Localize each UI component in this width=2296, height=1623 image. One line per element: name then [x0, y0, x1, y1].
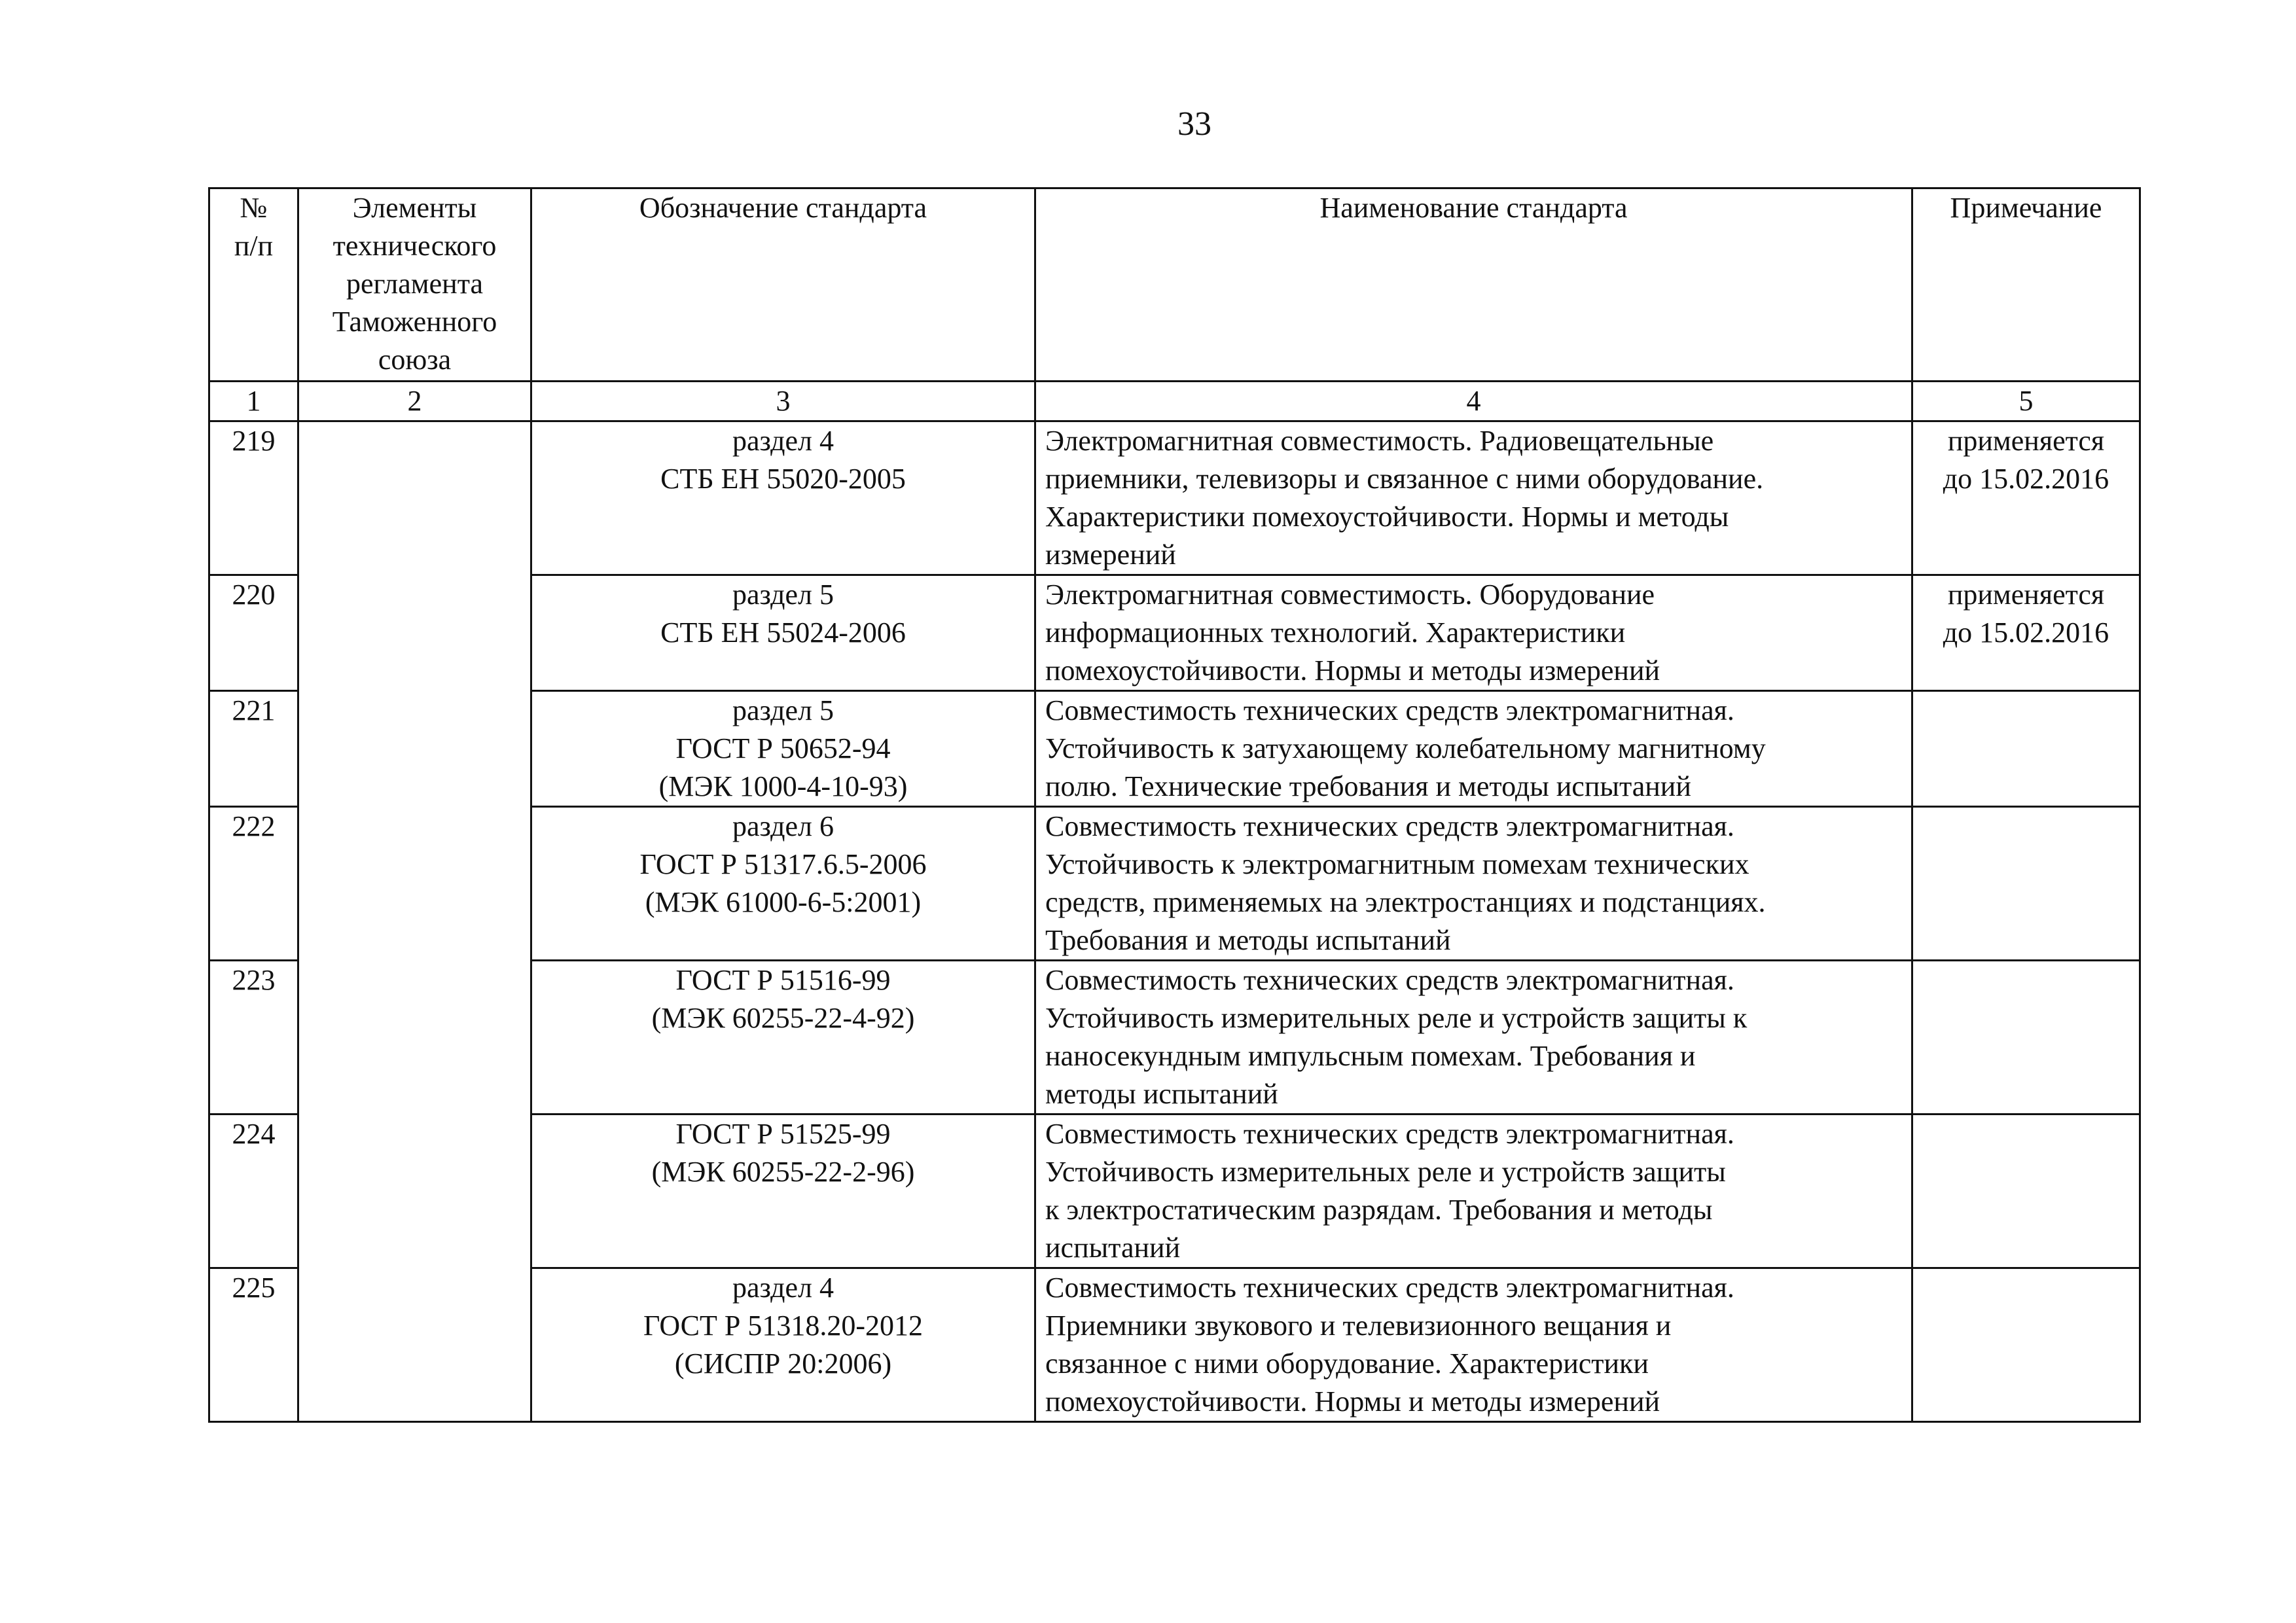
note-cell: применяется до 15.02.2016 — [1912, 421, 2140, 575]
row-number: 224 — [209, 1115, 298, 1268]
standard-designation: ГОСТ Р 51516-99 (МЭК 60255-22-4-92) — [531, 961, 1035, 1115]
column-index: 5 — [1912, 382, 2140, 421]
header-name: Наименование стандарта — [1035, 188, 1912, 382]
row-number: 219 — [209, 421, 298, 575]
standard-name: Совместимость технических средств электромагнитная. Приемники звукового и телевизионного вещания и связанное с ними оборудование. Характеристики помехоустойчивости. Нормы и методы измерений — [1035, 1268, 1912, 1422]
standard-name: Совместимость технических средств электромагнитная. Устойчивость к затухающему колебательному магнитному полю. Технические требования и методы испытаний — [1035, 691, 1912, 807]
note-cell — [1912, 1268, 2140, 1422]
standard-designation: раздел 5 ГОСТ Р 50652-94 (МЭК 1000-4-10-93) — [531, 691, 1035, 807]
header-num: № п/п — [209, 188, 298, 382]
standard-name: Совместимость технических средств электромагнитная. Устойчивость измерительных реле и устройств защиты к электростатическим разрядам. Требования и методы испытаний — [1035, 1115, 1912, 1268]
standard-designation: раздел 4 ГОСТ Р 51318.20-2012 (СИСПР 20:2006) — [531, 1268, 1035, 1422]
column-index: 4 — [1035, 382, 1912, 421]
note-cell — [1912, 691, 2140, 807]
header-designation: Обозначение стандарта — [531, 188, 1035, 382]
page-number: 33 — [1177, 105, 1211, 143]
standard-name: Электромагнитная совместимость. Оборудование информационных технологий. Характеристики помехоустойчивости. Нормы и методы измерений — [1035, 575, 1912, 691]
table-header-row — [209, 188, 2140, 382]
table-row — [209, 421, 2140, 575]
standard-name: Совместимость технических средств электромагнитная. Устойчивость к электромагнитным помехам технических средств, применяемых на электростанциях и подстанциях. Требования и методы испытаний — [1035, 807, 1912, 961]
row-number: 223 — [209, 961, 298, 1115]
standard-designation: раздел 6 ГОСТ Р 51317.6.5-2006 (МЭК 61000-6-5:2001) — [531, 807, 1035, 961]
row-number: 225 — [209, 1268, 298, 1422]
standards-table — [208, 187, 2141, 1423]
row-number: 220 — [209, 575, 298, 691]
row-number: 222 — [209, 807, 298, 961]
note-cell — [1912, 1115, 2140, 1268]
note-cell — [1912, 961, 2140, 1115]
standard-name: Электромагнитная совместимость. Радиовещательные приемники, телевизоры и связанное с ними оборудование. Характеристики помехоустойчивости. Нормы и методы измерений — [1035, 421, 1912, 575]
standard-name: Совместимость технических средств электромагнитная. Устойчивость измерительных реле и устройств защиты к наносекундным импульсным помехам. Требования и методы испытаний — [1035, 961, 1912, 1115]
row-number: 221 — [209, 691, 298, 807]
header-elements: Элементы технического регламента Таможенного союза — [298, 188, 531, 382]
column-index: 2 — [298, 382, 531, 421]
note-cell — [1912, 807, 2140, 961]
elements-cell — [298, 421, 531, 1422]
column-index-row — [209, 382, 2140, 421]
standard-designation: раздел 5 СТБ ЕН 55024-2006 — [531, 575, 1035, 691]
standard-designation: ГОСТ Р 51525-99 (МЭК 60255-22-2-96) — [531, 1115, 1035, 1268]
header-note: Примечание — [1912, 188, 2140, 382]
note-cell: применяется до 15.02.2016 — [1912, 575, 2140, 691]
column-index: 1 — [209, 382, 298, 421]
column-index: 3 — [531, 382, 1035, 421]
standard-designation: раздел 4 СТБ ЕН 55020-2005 — [531, 421, 1035, 575]
